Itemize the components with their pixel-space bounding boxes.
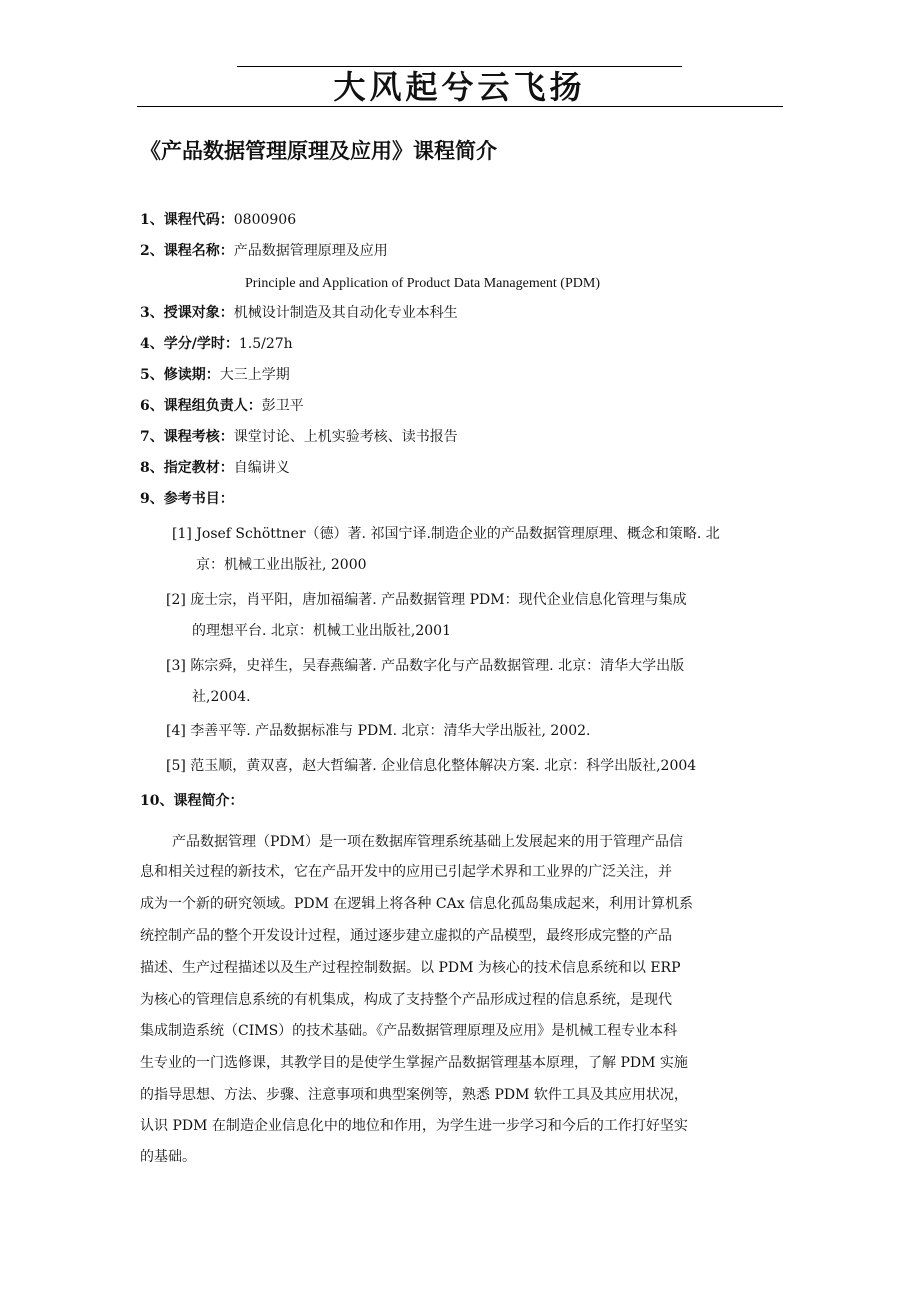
course-name-row: [140, 241, 388, 261]
term-value: 大三上学期: [219, 367, 290, 383]
reference-5: [5] 范玉顺，黄双喜，赵大哲编著. 企业信息化整体解决方案. 北京：科学出版社,2004: [166, 758, 697, 774]
references-label: 9、参考书目：: [140, 491, 234, 507]
header-banner: 大风起兮云飞扬: [333, 68, 586, 106]
credits-value: 1.5/27h: [238, 336, 293, 352]
intro-line-7: 集成制造系统（CIMS）的技术基础。《产品数据管理原理及应用》是机械工程专业本科: [140, 1023, 678, 1039]
document-title: 《产品数据管理原理及应用》课程简介: [140, 138, 497, 163]
header-rule-top: [237, 66, 682, 67]
intro-line-9: 的指导思想、方法、步骤、注意事项和典型案例等，熟悉 PDM 软件工具及其应用状况，: [140, 1087, 688, 1103]
lead-label: 6、课程组负责人：: [140, 398, 262, 414]
lead-row: [140, 396, 304, 416]
audience-row: [140, 303, 458, 323]
course-name-value: 产品数据管理原理及应用: [233, 243, 388, 259]
intro-line-8: 生专业的一门选修课，其教学目的是使学生掌握产品数据管理基本原理，了解 PDM 实施: [140, 1055, 688, 1071]
intro-line-10: 认识 PDM 在制造企业信息化中的地位和作用，为学生进一步学习和今后的工作打好坚实: [140, 1118, 688, 1134]
intro-line-11: 的基础。: [140, 1149, 196, 1165]
credits-label: 4、学分/学时：: [140, 336, 239, 352]
course-code-label: 1、课程代码：: [140, 212, 234, 228]
references-heading: [140, 489, 234, 509]
term-label: 5、修读期：: [140, 367, 220, 383]
reference-3-line-1: [3] 陈宗舜，史祥生，吴春燕编著. 产品数字化与产品数据管理. 北京：清华大学出版: [166, 658, 685, 674]
course-code-value: 0800906: [233, 212, 297, 228]
reference-1-line-1: [1] Josef Schöttner（德）著. 祁国宁译.制造企业的产品数据管理原理、概念和策略. 北: [172, 526, 720, 542]
intro-line-6: 为核心的管理信息系统的有机集成，构成了支持整个产品形成过程的信息系统，是现代: [140, 992, 672, 1008]
reference-2-line-1: [2] 庞士宗，肖平阳，唐加福编著. 产品数据管理 PDM：现代企业信息化管理与集成: [166, 592, 687, 608]
reference-3-line-2: 社,2004.: [192, 689, 251, 705]
reference-1-line-2: 京：机械工业出版社, 2000: [196, 557, 367, 573]
course-name-label: 2、课程名称：: [140, 243, 234, 259]
textbook-value: 自编讲义: [233, 460, 290, 476]
audience-label: 3、授课对象：: [140, 305, 234, 321]
intro-line-4: 统控制产品的整个开发设计过程，通过逐步建立虚拟的产品模型，最终形成完整的产品: [140, 928, 672, 944]
course-code-row: [140, 210, 296, 230]
course-name-english: Principle and Application of Product Data Management (PDM): [245, 276, 600, 291]
textbook-label: 8、指定教材：: [140, 460, 234, 476]
intro-line-1: 产品数据管理（PDM）是一项在数据库管理系统基础上发展起来的用于管理产品信: [172, 834, 683, 850]
assessment-row: [140, 427, 458, 447]
reference-2-line-2: 的理想平台. 北京：机械工业出版社,2001: [192, 623, 451, 639]
term-row: [140, 365, 290, 385]
header-rule-bottom: [137, 106, 783, 107]
textbook-row: [140, 458, 290, 478]
assessment-value: 课堂讨论、上机实验考核、读书报告: [233, 429, 458, 445]
lead-value: 彭卫平: [261, 398, 304, 414]
credits-row: [140, 334, 293, 354]
intro-line-3: 成为一个新的研究领域。PDM 在逻辑上将各种 CAx 信息化孤岛集成起来，利用计算机系: [140, 896, 694, 912]
intro-heading: [140, 791, 243, 811]
reference-4: [4] 李善平等. 产品数据标准与 PDM. 北京：清华大学出版社, 2002.: [166, 723, 591, 739]
intro-line-5: 描述、生产过程描述以及生产过程控制数据。以 PDM 为核心的技术信息系统和以 ERP: [140, 960, 681, 976]
intro-label: 10、课程简介：: [140, 793, 244, 809]
audience-value: 机械设计制造及其自动化专业本科生: [233, 305, 458, 321]
intro-line-2: 息和相关过程的新技术，它在产品开发中的应用已引起学术界和工业界的广泛关注，并: [140, 864, 672, 880]
assessment-label: 7、课程考核：: [140, 429, 234, 445]
